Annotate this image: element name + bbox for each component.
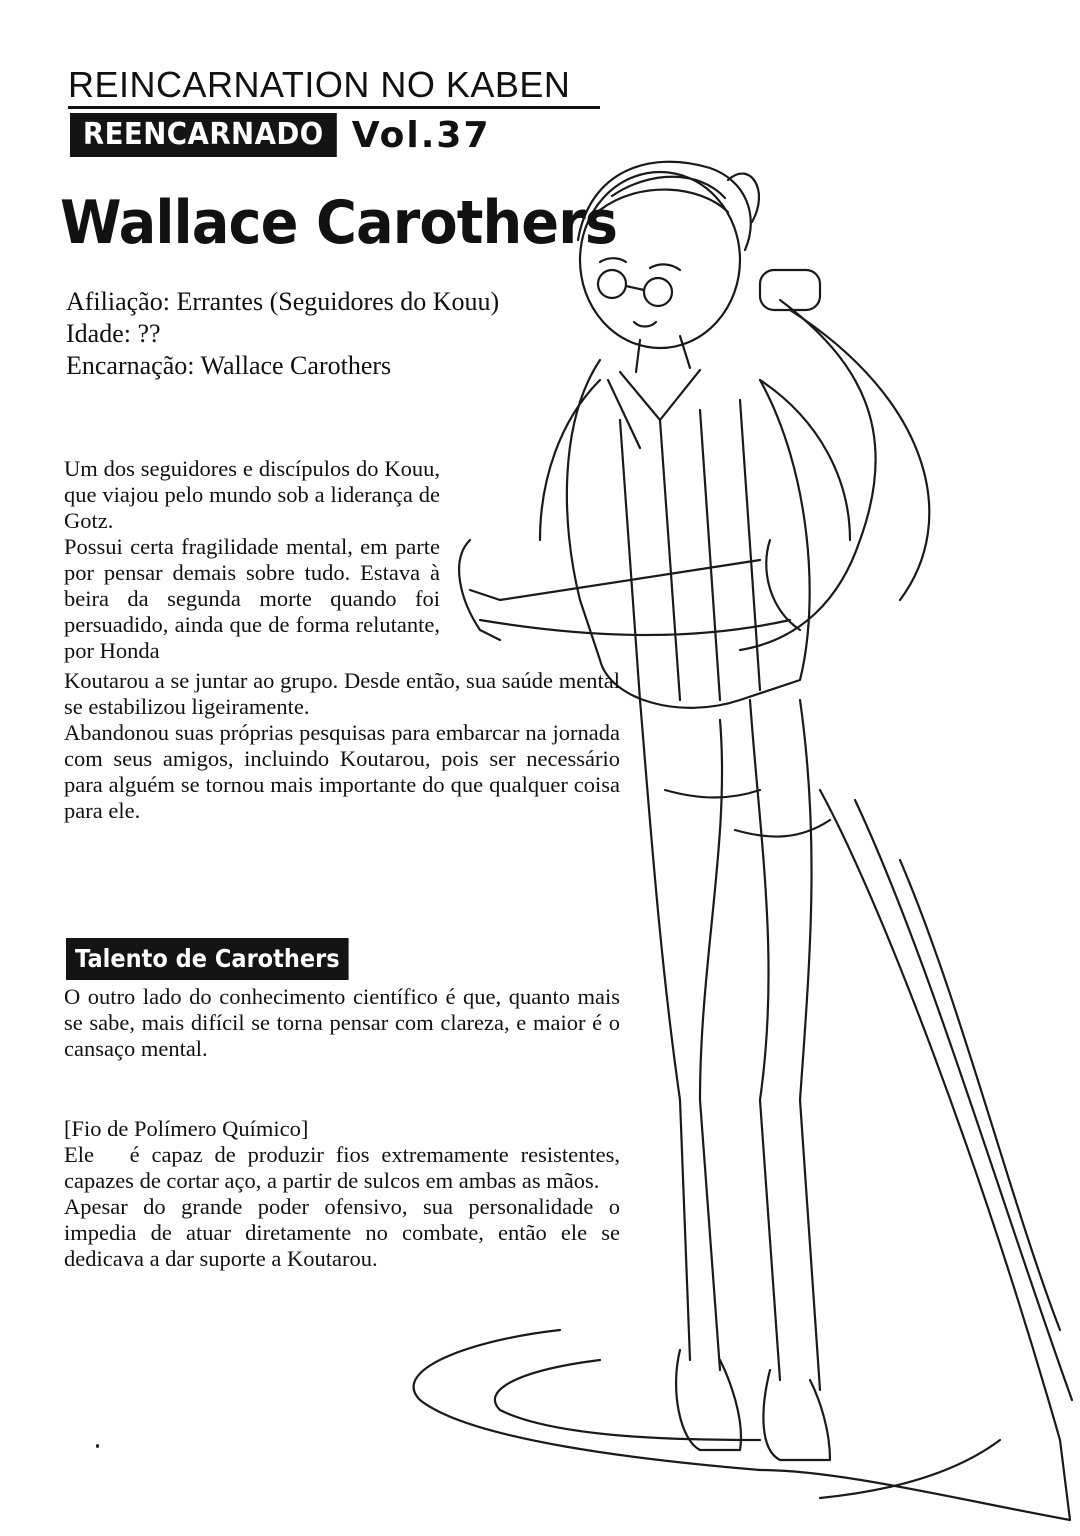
label-row — [70, 112, 491, 158]
ability-section — [64, 1116, 626, 1272]
talent-heading: Talento de Carothers — [66, 938, 349, 980]
bio-paragraph: Abandonou suas próprias pesquisas para embarcar na jornada com seus amigos, incluindo Koutarou, pois ser necessário para alguém se tornou mais importante do que qualquer coisa para ele. — [64, 720, 620, 823]
talent-description — [64, 984, 620, 1062]
talent-paragraph: O outro lado do conhecimento científico é que, quanto mais se sabe, mais difícil se torna pensar com clareza, e maior é o cansaço mental. — [64, 984, 620, 1061]
biography-narrow — [64, 456, 440, 664]
ability-name: [Fio de Polímero Químico] — [64, 1116, 309, 1141]
label-badge: REENCARNADO — [70, 113, 337, 157]
ink-dot — [96, 1444, 99, 1448]
bio-paragraph: Um dos seguidores e discípulos do Kouu, que viajou pelo mundo sob a liderança de Gotz. — [64, 456, 440, 533]
character-name: Wallace Carothers — [60, 188, 618, 258]
series-title: REINCARNATION NO KABEN — [68, 64, 600, 109]
volume-number: Vol.37 — [351, 114, 491, 156]
ability-paragraph: Apesar do grande poder ofensivo, sua personalidade o impedia de atuar diretamente no combate, então ele se dedicava a dar suporte a Koutarou. — [64, 1194, 620, 1271]
bio-paragraph: Koutarou a se juntar ao grupo. Desde então, sua saúde mental se estabilizou ligeiramente. — [64, 668, 620, 719]
info-age: Idade: ?? — [66, 319, 161, 348]
ability-paragraph: Ele é capaz de produzir fios extremamente resistentes, capazes de cortar aço, a partir de sulcos em ambas as mãos. — [64, 1142, 626, 1193]
info-affiliation: Afiliação: Errantes (Seguidores do Kouu) — [66, 287, 500, 316]
info-incarnation: Encarnação: Wallace Carothers — [66, 351, 392, 380]
character-info — [66, 286, 499, 382]
bio-paragraph: Possui certa fragilidade mental, em parte por pensar demais sobre tudo. Estava à beira da segunda morte quando foi persuadido, ainda que de forma relutante, por Honda — [64, 534, 440, 663]
biography-wide — [64, 668, 620, 824]
